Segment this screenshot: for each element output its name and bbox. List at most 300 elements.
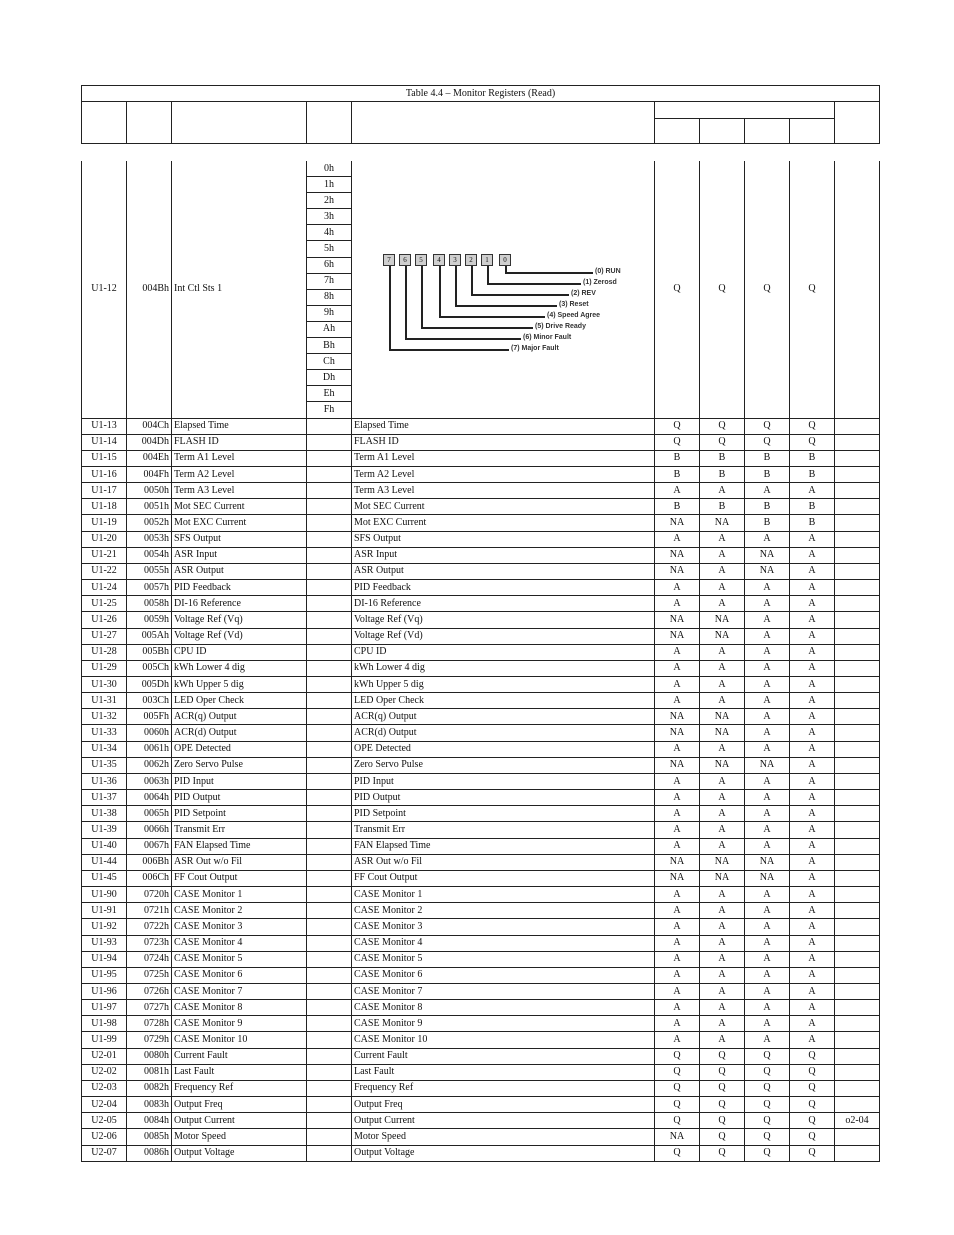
diagram-line (487, 266, 489, 283)
table-row (82, 531, 880, 547)
bit-cell-empty (307, 1048, 352, 1064)
description-cell: Zero Servo Pulse (352, 757, 655, 773)
mode-cell: Q (790, 1097, 835, 1113)
table-row (82, 1016, 880, 1032)
mode-cell: A (655, 887, 700, 903)
header-group-cell (655, 102, 835, 119)
bit-cell-empty (307, 450, 352, 466)
description-cell: PID Setpoint (352, 806, 655, 822)
mode-cell: A (700, 773, 745, 789)
extra-cell (835, 466, 880, 482)
mode-cell: B (745, 466, 790, 482)
mode-cell: A (655, 773, 700, 789)
mode-cell: NA (700, 757, 745, 773)
mode-cell: A (655, 1016, 700, 1032)
param-cell: U2-02 (82, 1064, 127, 1080)
mode-cell: NA (700, 725, 745, 741)
diagram-line (439, 316, 545, 318)
bit-cell-empty (307, 1097, 352, 1113)
table-row (82, 983, 880, 999)
bit-cell-empty (307, 531, 352, 547)
name-cell: FF Cout Output (172, 870, 307, 886)
mode-cell: A (745, 838, 790, 854)
mode-cell: A (700, 919, 745, 935)
mode-cell: NA (655, 547, 700, 563)
param-cell: U1-91 (82, 903, 127, 919)
table-row (82, 854, 880, 870)
address-cell: 004Bh (127, 161, 172, 418)
address-cell: 004Fh (127, 466, 172, 482)
diagram-line (405, 266, 407, 338)
address-cell: 0728h (127, 1016, 172, 1032)
address-cell: 0085h (127, 1129, 172, 1145)
bit-cell-empty (307, 612, 352, 628)
diagram-line (389, 266, 391, 349)
param-cell: U1-26 (82, 612, 127, 628)
param-cell: U1-24 (82, 580, 127, 596)
bit-box: 4 (433, 254, 445, 266)
name-cell: Motor Speed (172, 1129, 307, 1145)
mode-cell: Q (790, 1048, 835, 1064)
mode-cell: A (745, 1000, 790, 1016)
extra-cell (835, 790, 880, 806)
description-cell: Last Fault (352, 1064, 655, 1080)
address-cell: 0057h (127, 580, 172, 596)
description-cell: Mot SEC Current (352, 499, 655, 515)
header-mode-cell (700, 119, 745, 144)
name-cell: Term A3 Level (172, 483, 307, 499)
mode-cell: A (655, 919, 700, 935)
name-cell: PID Output (172, 790, 307, 806)
mode-cell: A (790, 935, 835, 951)
bit-label: (2) REV (571, 290, 596, 298)
address-cell: 0080h (127, 1048, 172, 1064)
mode-cell: A (745, 919, 790, 935)
description-cell: Output Freq (352, 1097, 655, 1113)
description-cell: ACR(d) Output (352, 725, 655, 741)
name-cell: CASE Monitor 1 (172, 887, 307, 903)
mode-cell: Q (700, 434, 745, 450)
bit-cell-empty (307, 1064, 352, 1080)
mode-cell: NA (745, 563, 790, 579)
table-row (82, 693, 880, 709)
param-cell: U1-90 (82, 887, 127, 903)
table-row (82, 1097, 880, 1113)
mode-cell: NA (745, 854, 790, 870)
name-cell: Output Freq (172, 1097, 307, 1113)
mode-cell: B (745, 515, 790, 531)
bit-box: 2 (465, 254, 477, 266)
table-row (82, 1080, 880, 1096)
mode-cell: Q (790, 161, 835, 418)
mode-cell: Q (655, 418, 700, 434)
diagram-line (421, 266, 423, 327)
description-cell: FLASH ID (352, 434, 655, 450)
extra-cell (835, 644, 880, 660)
mode-cell: A (655, 983, 700, 999)
extra-cell (835, 1064, 880, 1080)
mode-cell: NA (655, 628, 700, 644)
bit-cell-empty (307, 418, 352, 434)
param-cell: U1-97 (82, 1000, 127, 1016)
param-cell: U1-15 (82, 450, 127, 466)
param-cell: U2-06 (82, 1129, 127, 1145)
extra-cell (835, 870, 880, 886)
mode-cell: Q (700, 418, 745, 434)
table-row (82, 499, 880, 515)
mode-cell: A (790, 983, 835, 999)
mode-cell: A (655, 967, 700, 983)
mode-cell: Q (790, 418, 835, 434)
mode-cell: B (700, 466, 745, 482)
mode-cell: A (790, 806, 835, 822)
address-cell: 0083h (127, 1097, 172, 1113)
mode-cell: Q (655, 1113, 700, 1129)
name-cell: Mot EXC Current (172, 515, 307, 531)
bit-cell: Eh (307, 386, 352, 402)
address-cell: 0067h (127, 838, 172, 854)
extra-cell (835, 806, 880, 822)
extra-cell (835, 1000, 880, 1016)
extra-cell (835, 935, 880, 951)
bit-label: (5) Drive Ready (535, 323, 586, 331)
mode-cell: A (790, 563, 835, 579)
param-cell: U1-20 (82, 531, 127, 547)
name-cell: Voltage Ref (Vq) (172, 612, 307, 628)
mode-cell: A (700, 741, 745, 757)
address-cell: 0726h (127, 983, 172, 999)
mode-cell: NA (655, 870, 700, 886)
address-cell: 0725h (127, 967, 172, 983)
mode-cell: Q (745, 1080, 790, 1096)
mode-cell: A (790, 854, 835, 870)
address-cell: 0060h (127, 725, 172, 741)
mode-cell: A (790, 1032, 835, 1048)
bit-cell-empty (307, 628, 352, 644)
mode-cell: A (790, 951, 835, 967)
param-cell: U2-03 (82, 1080, 127, 1096)
mode-cell: A (655, 1000, 700, 1016)
bit-box: 1 (481, 254, 493, 266)
bit-diagram (353, 174, 653, 404)
mode-cell: A (790, 596, 835, 612)
description-cell: PID Output (352, 790, 655, 806)
name-cell: CASE Monitor 3 (172, 919, 307, 935)
bit-label: (6) Minor Fault (523, 334, 572, 342)
param-cell: U1-98 (82, 1016, 127, 1032)
mode-cell: B (655, 450, 700, 466)
mode-cell: Q (655, 434, 700, 450)
description-cell: Output Voltage (352, 1145, 655, 1161)
param-cell: U1-33 (82, 725, 127, 741)
table-row (82, 951, 880, 967)
mode-cell: A (655, 677, 700, 693)
diagram-line (455, 266, 457, 305)
bit-cell-empty (307, 644, 352, 660)
param-cell: U2-07 (82, 1145, 127, 1161)
mode-cell: A (655, 951, 700, 967)
name-cell: CASE Monitor 8 (172, 1000, 307, 1016)
name-cell: Current Fault (172, 1048, 307, 1064)
name-cell: DI-16 Reference (172, 596, 307, 612)
bit-cell-empty (307, 547, 352, 563)
mode-cell: A (655, 935, 700, 951)
mode-cell: A (790, 870, 835, 886)
name-cell: CPU ID (172, 644, 307, 660)
bit-box: 5 (415, 254, 427, 266)
table-row (82, 1113, 880, 1129)
extra-cell (835, 1032, 880, 1048)
monitor-registers-table (81, 161, 880, 1162)
param-cell: U1-35 (82, 757, 127, 773)
address-cell: 003Ch (127, 693, 172, 709)
mode-cell: B (790, 450, 835, 466)
mode-cell: A (655, 596, 700, 612)
bit-cell: 3h (307, 209, 352, 225)
description-cell: ASR Input (352, 547, 655, 563)
table-row (82, 919, 880, 935)
bit-cell-empty (307, 870, 352, 886)
mode-cell: A (790, 790, 835, 806)
bit-cell-empty (307, 466, 352, 482)
extra-cell (835, 693, 880, 709)
table-row (82, 483, 880, 499)
mode-cell: NA (745, 547, 790, 563)
description-cell: FF Cout Output (352, 870, 655, 886)
name-cell: CASE Monitor 4 (172, 935, 307, 951)
mode-cell: A (745, 596, 790, 612)
mode-cell: A (655, 644, 700, 660)
mode-cell: A (700, 580, 745, 596)
extra-cell (835, 903, 880, 919)
bit-cell: Ch (307, 354, 352, 370)
bit-cell-empty (307, 1016, 352, 1032)
bit-box: 3 (449, 254, 461, 266)
table-row (82, 644, 880, 660)
table-row-bitfield (82, 161, 880, 177)
table-row (82, 709, 880, 725)
param-cell: U1-22 (82, 563, 127, 579)
bit-label: (0) RUN (595, 268, 621, 276)
table-row (82, 725, 880, 741)
extra-cell (835, 1097, 880, 1113)
param-cell: U1-37 (82, 790, 127, 806)
bit-cell-empty (307, 773, 352, 789)
table-row (82, 741, 880, 757)
description-cell: kWh Lower 4 dig (352, 660, 655, 676)
description-cell: CASE Monitor 9 (352, 1016, 655, 1032)
param-cell: U1-14 (82, 434, 127, 450)
mode-cell: A (790, 531, 835, 547)
mode-cell: Q (745, 1129, 790, 1145)
extra-cell (835, 967, 880, 983)
name-cell: Zero Servo Pulse (172, 757, 307, 773)
mode-cell: B (655, 466, 700, 482)
address-cell: 005Ch (127, 660, 172, 676)
mode-cell: A (700, 483, 745, 499)
description-cell: Elapsed Time (352, 418, 655, 434)
name-cell: Term A1 Level (172, 450, 307, 466)
diagram-line (471, 294, 569, 296)
table-row (82, 515, 880, 531)
mode-cell: A (745, 483, 790, 499)
mode-cell: B (745, 450, 790, 466)
address-cell: 0064h (127, 790, 172, 806)
name-cell: Int Ctl Sts 1 (172, 161, 307, 418)
description-cell: CASE Monitor 2 (352, 903, 655, 919)
table-row (82, 935, 880, 951)
address-cell: 0086h (127, 1145, 172, 1161)
mode-cell: A (790, 693, 835, 709)
mode-cell: A (790, 1016, 835, 1032)
bit-cell: 4h (307, 225, 352, 241)
mode-cell: Q (655, 1048, 700, 1064)
mode-cell: NA (655, 709, 700, 725)
description-cell: CPU ID (352, 644, 655, 660)
extra-cell (835, 677, 880, 693)
bit-cell-empty (307, 693, 352, 709)
address-cell: 0051h (127, 499, 172, 515)
table-header (81, 85, 880, 144)
name-cell: CASE Monitor 10 (172, 1032, 307, 1048)
param-cell: U2-01 (82, 1048, 127, 1064)
param-cell: U1-36 (82, 773, 127, 789)
name-cell: CASE Monitor 2 (172, 903, 307, 919)
mode-cell: Q (700, 1145, 745, 1161)
bit-cell-empty (307, 515, 352, 531)
name-cell: ASR Input (172, 547, 307, 563)
bit-label: (1) Zerosd (583, 279, 617, 287)
bit-cell-empty (307, 1129, 352, 1145)
bit-cell-empty (307, 660, 352, 676)
mode-cell: B (790, 466, 835, 482)
extra-cell (835, 1048, 880, 1064)
mode-cell: A (700, 644, 745, 660)
table-row (82, 466, 880, 482)
mode-cell: Q (700, 1080, 745, 1096)
bit-cell-empty (307, 677, 352, 693)
param-cell: U1-32 (82, 709, 127, 725)
bit-cell-empty (307, 951, 352, 967)
address-cell: 0059h (127, 612, 172, 628)
address-cell: 006Ch (127, 870, 172, 886)
extra-cell (835, 822, 880, 838)
description-cell: CASE Monitor 7 (352, 983, 655, 999)
extra-cell (835, 418, 880, 434)
mode-cell: A (745, 822, 790, 838)
diagram-line (487, 283, 581, 285)
param-cell: U1-93 (82, 935, 127, 951)
param-cell: U2-04 (82, 1097, 127, 1113)
mode-cell: A (745, 1016, 790, 1032)
mode-cell: A (745, 612, 790, 628)
mode-cell: A (790, 628, 835, 644)
mode-cell: A (745, 935, 790, 951)
mode-cell: B (745, 499, 790, 515)
mode-cell: Q (655, 1064, 700, 1080)
name-cell: ACR(d) Output (172, 725, 307, 741)
mode-cell: A (700, 887, 745, 903)
param-cell: U1-31 (82, 693, 127, 709)
bit-cell: 7h (307, 273, 352, 289)
bit-cell-empty (307, 838, 352, 854)
param-cell: U1-99 (82, 1032, 127, 1048)
mode-cell: A (745, 983, 790, 999)
description-cell: Term A3 Level (352, 483, 655, 499)
address-cell: 0727h (127, 1000, 172, 1016)
mode-cell: NA (655, 757, 700, 773)
mode-cell: A (700, 1016, 745, 1032)
bit-cell: 2h (307, 193, 352, 209)
bit-cell-empty (307, 967, 352, 983)
bit-label: (3) Reset (559, 301, 589, 309)
description-cell: ACR(q) Output (352, 709, 655, 725)
bit-cell-empty (307, 887, 352, 903)
param-cell: U1-96 (82, 983, 127, 999)
diagram-line (421, 327, 533, 329)
mode-cell: A (655, 790, 700, 806)
mode-cell: Q (790, 1064, 835, 1080)
address-cell: 0084h (127, 1113, 172, 1129)
mode-cell: A (700, 547, 745, 563)
table-row (82, 757, 880, 773)
mode-cell: A (790, 580, 835, 596)
description-cell: CASE Monitor 6 (352, 967, 655, 983)
description-cell: Voltage Ref (Vq) (352, 612, 655, 628)
mode-cell: A (790, 822, 835, 838)
mode-cell: NA (745, 870, 790, 886)
address-cell: 005Fh (127, 709, 172, 725)
diagram-line (389, 349, 509, 351)
mode-cell: A (790, 757, 835, 773)
extra-cell (835, 887, 880, 903)
mode-cell: A (700, 951, 745, 967)
mode-cell: Q (700, 1129, 745, 1145)
extra-cell (835, 531, 880, 547)
mode-cell: A (655, 483, 700, 499)
bit-cell: 8h (307, 289, 352, 305)
mode-cell: A (790, 773, 835, 789)
mode-cell: Q (700, 1113, 745, 1129)
name-cell: Voltage Ref (Vd) (172, 628, 307, 644)
mode-cell: A (790, 741, 835, 757)
extra-cell (835, 709, 880, 725)
bit-cell-empty (307, 757, 352, 773)
extra-cell (835, 854, 880, 870)
address-cell: 0724h (127, 951, 172, 967)
name-cell: Frequency Ref (172, 1080, 307, 1096)
mode-cell: A (655, 693, 700, 709)
address-cell: 0061h (127, 741, 172, 757)
mode-cell: A (790, 612, 835, 628)
bit-cell-empty (307, 1145, 352, 1161)
mode-cell: Q (790, 1113, 835, 1129)
table-row (82, 870, 880, 886)
mode-cell: A (745, 628, 790, 644)
mode-cell: A (700, 1032, 745, 1048)
address-cell: 0722h (127, 919, 172, 935)
extra-cell (835, 983, 880, 999)
mode-cell: Q (745, 1145, 790, 1161)
param-cell: U1-45 (82, 870, 127, 886)
mode-cell: A (790, 677, 835, 693)
param-cell: U2-05 (82, 1113, 127, 1129)
table-row (82, 1145, 880, 1161)
param-cell: U1-19 (82, 515, 127, 531)
mode-cell: A (700, 677, 745, 693)
description-cell: PID Input (352, 773, 655, 789)
table-row (82, 660, 880, 676)
